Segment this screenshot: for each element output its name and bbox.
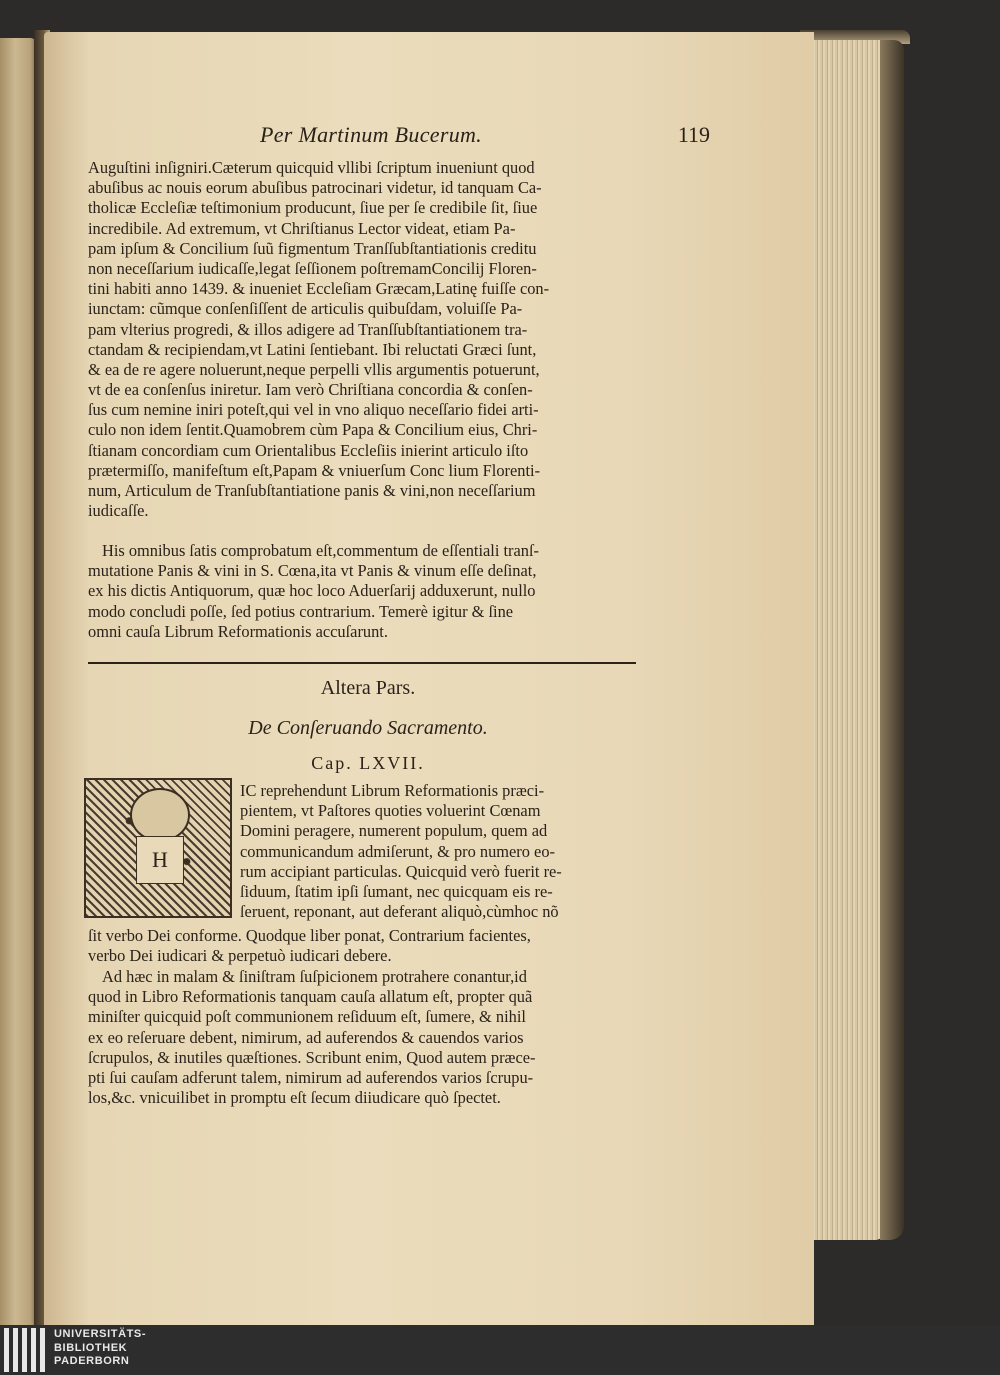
library-name-line: BIBLIOTHEK [54, 1341, 128, 1354]
text-line: tini habiti anno 1439. & inueniet Eccleſiam Græcam,Latinę fuiſſe con- [88, 279, 550, 299]
text-line: Auguſtini inſigniri.Cæterum quicquid vllibi ſcriptum inueniunt quod [88, 158, 535, 177]
text-line: abuſibus ac nouis eorum abuſibus patrocinari videtur, id tanquam Ca- [88, 178, 542, 198]
page-edges-shadow [880, 40, 904, 1240]
text-line: pam vlterius progredi, & illos adigere ad Tranſſubſtantiationem tra- [88, 319, 528, 339]
text-line: pam ipſum & Concilium ſuũ figmentum Tranſſubſtantiationis creditu [88, 238, 537, 258]
paragraph-4 [88, 967, 648, 1108]
paragraph-1 [88, 158, 648, 521]
running-head: Per Martinum Bucerum. [260, 122, 482, 147]
text-line: culo non idem ſentit.Quamobrem cùm Papa & Concilium eius, Chri- [88, 420, 538, 440]
text-line: ex his dictis Antiquorum, quæ hoc loco Aduerſarij adduxerunt, nullo [88, 581, 536, 601]
text-line: ex eo reſeruare debent, nimirum, ad auferendos & cauendos varios [88, 1027, 524, 1047]
text-line: His omnibus ſatis comprobatum eſt,commentum de eſſentiali tranſ- [102, 541, 539, 560]
text-line: communicandum admiſerunt, & pro numero eo- [240, 841, 555, 861]
text-line: pti ſui cauſam adferunt talem, nimirum ad auferendos varios ſcrupu- [88, 1067, 534, 1087]
left-page-edge [0, 38, 38, 1325]
text-line: iunctam: cũmque conſenſiſſent de articulis quibuſdam, voluiſſe Pa- [88, 299, 523, 319]
initial-face-ornament [130, 788, 190, 842]
library-logo-icon [2, 1328, 46, 1372]
text-line: ſcrupulos, & inutiles quæſtiones. Scribunt enim, Quod autem præce- [88, 1047, 536, 1067]
text-line: iudicaſſe. [88, 501, 149, 521]
text-line: pientem, vt Paſtores quoties voluerint Cœnam [240, 801, 541, 821]
text-line: verbo Dei iudicari & perpetuò iudicari debere. [88, 946, 392, 966]
text-line: ſiduum, ſtatim ipſi ſumant, nec quicquam eis re- [240, 881, 553, 901]
text-line: incredibile. Ad extremum, vt Chriſtianus Lector videat, etiam Pa- [88, 218, 516, 238]
text-line: ſtianam concordiam cum Orientalibus Eccleſiis inierint articulo iſto [88, 440, 529, 460]
text-line: Domini peragere, numerent populum, quem ad [240, 821, 548, 841]
text-line: IC reprehendunt Librum Reformationis præci- [240, 781, 545, 800]
library-name-line: UNIVERSITÄTS- [54, 1328, 147, 1340]
library-name [54, 1328, 146, 1369]
section-title: Altera Pars. [320, 677, 416, 699]
text-line: ſit verbo Dei conforme. Quodque liber ponat, Contrarium facientes, [88, 926, 531, 945]
text-line: modo concludi poſſe, ſed potius contrarium. Temerè igitur & ſine [88, 601, 514, 621]
chapter-heading: Cap. LXVII. [311, 753, 425, 773]
text-line: num, Articulum de Tranſubſtantiatione panis & vini,non neceſſarium [88, 481, 536, 500]
text-line: vt de ea conſenſus iniretur. Iam verò Chriſtiana concordia & conſen- [88, 380, 533, 400]
paragraph-2 [88, 541, 648, 642]
text-line: ſeruent, reponant, aut deferant aliquò,cùmhoc nõ [240, 902, 559, 922]
text-line: ctandam & recipiendam,vt Latini ſentiebant. Ibi reluctati Græci ſunt, [88, 339, 537, 359]
text-line: non neceſſarium iudicaſſe,legat ſeſſionem poſtremamConcilij Floren- [88, 258, 537, 278]
text-line: & ea de re agere noluerunt,neque perpelli vllis argumentis potuerunt, [88, 359, 540, 379]
page-header [250, 122, 710, 154]
initial-letter: H [136, 836, 184, 884]
chapter-opening [240, 781, 650, 922]
paragraph-3 [88, 926, 648, 966]
footer-bar [0, 1325, 1000, 1375]
text-line: mutatione Panis & vini in S. Cœna,ita vt Panis & vinum eſſe deſinat, [88, 561, 537, 581]
decorated-initial [84, 778, 232, 918]
text-line: los,&c. vnicuilibet in promptu eſt ſecum diiudicare quò ſpectet. [88, 1088, 501, 1108]
page-number: 119 [677, 122, 710, 147]
text-line: tholicæ Eccleſiæ teſtimonium producunt, ſiue per ſe credibile ſit, ſiue [88, 198, 538, 218]
text-line: ſus cum nemine iniri poteſt,qui vel in vno aliquo neceſſario fidei arti- [88, 400, 539, 420]
text-line: omni cauſa Librum Reformationis accuſarunt. [88, 621, 388, 641]
library-name-line: PADERBORN [54, 1355, 130, 1367]
text-line: prætermiſſo, manifeſtum eſt,Papam & vniuerſum Conc lium Florenti- [88, 460, 541, 480]
section-subtitle: De Conſeruando Sacramento. [248, 717, 488, 739]
text-line: Ad hæc in malam & ſiniſtram ſuſpicionem protrahere conantur,id [102, 967, 527, 986]
text-line: quod in Libro Reformationis tanquam cauſa allatum eſt, propter quã [88, 987, 533, 1007]
section-divider [88, 662, 636, 664]
text-line: rum accipiant particulas. Quicquid verò fuerit re- [240, 861, 562, 881]
text-line: miniſter quicquid poſt communionem reſiduum eſt, ſumere, & nihil [88, 1007, 526, 1027]
